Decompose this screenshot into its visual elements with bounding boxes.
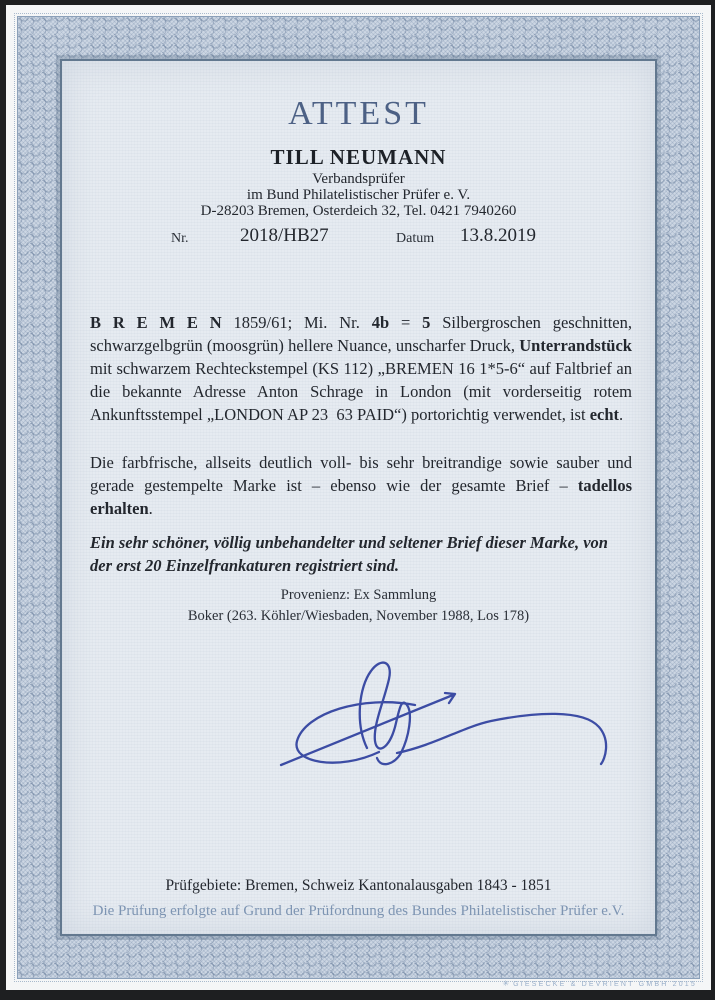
certificate-title: ATTEST [288, 95, 429, 132]
text-segment: 1859/61; Mi. Nr. [221, 313, 372, 332]
examiner-address: D-28203 Bremen, Osterdeich 32, Tel. 0421 7940260 [200, 203, 517, 219]
expertise-areas: Prüfgebiete: Bremen, Schweiz Kantonalausgaben 1843 - 1851 [165, 877, 552, 894]
text-segment: . [148, 499, 153, 518]
text-segment: Silbergroschen geschnitten, schwarzgelbgrün (moosgrün) hellere Nuance, unscharfer Druck, [90, 313, 633, 355]
date-label: Datum [396, 231, 435, 246]
text-segment: Unterrandstück [519, 336, 632, 355]
printer-credit-text: GIESECKE & DEVRIENT GMBH 2015 [513, 981, 697, 988]
text-segment: tadellos erhalten [90, 476, 632, 518]
provenance-line: Boker (263. Köhler/Wiesbaden, November 1988, Los 178) [187, 608, 530, 624]
text-segment: . [619, 405, 624, 424]
certificate-paper [6, 5, 711, 990]
text-segment: Die farbfrische, allseits deutlich voll- bis sehr breitrandige sowie sauber und gerade gestempelte Marke ist – ebenso wie der gesamte Brief – [90, 453, 632, 495]
rarity-paragraph: Ein sehr schöner, völlig unbehandelter und seltener Brief dieser Marke, von der erst 20 Einzelfrankaturen registriert sind. [90, 533, 608, 575]
examiner-signature [267, 653, 622, 793]
provenance-block [62, 585, 655, 627]
finding-paragraph [90, 311, 632, 426]
text-segment: 4b [371, 313, 390, 332]
number-label: Nr. [171, 231, 189, 246]
examiner-role: Verbandsprüfer [312, 171, 405, 187]
printer-credit [502, 979, 697, 990]
text-segment: B R E M E N [90, 313, 222, 332]
text-segment: echt [589, 405, 620, 424]
signature-ink [267, 653, 622, 793]
guilloche-border [17, 16, 700, 979]
certificate-body [60, 59, 657, 936]
regulation-note: Die Prüfung erfolgte auf Grund der Prüfordnung des Bundes Philatelistischer Prüfer e.V. [92, 903, 625, 919]
text-segment: = [389, 313, 423, 332]
printer-logo-icon: ✳ [502, 979, 510, 988]
provenance-line: Provenienz: Ex Sammlung [280, 587, 437, 603]
condition-paragraph [90, 451, 632, 520]
number-date-row [62, 225, 655, 251]
examiner-association: im Bund Philatelistischer Prüfer e. V. [246, 187, 471, 203]
text-segment: mit schwarzem Rechteckstempel (KS 112) „BREMEN 16 1*5-6“ auf Faltbrief an die bekannte Adresse Anton Schrage in London (mit vorderseitig rotem Ankunftsstempel „LONDON AP 23 63 PAID“) portorichtig verwendet, ist [90, 359, 632, 424]
certificate-number: 2018/HB27 [240, 225, 329, 246]
text-segment: 5 [422, 313, 431, 332]
certificate-date: 13.8.2019 [460, 225, 536, 246]
examiner-name: TILL NEUMANN [270, 145, 447, 169]
